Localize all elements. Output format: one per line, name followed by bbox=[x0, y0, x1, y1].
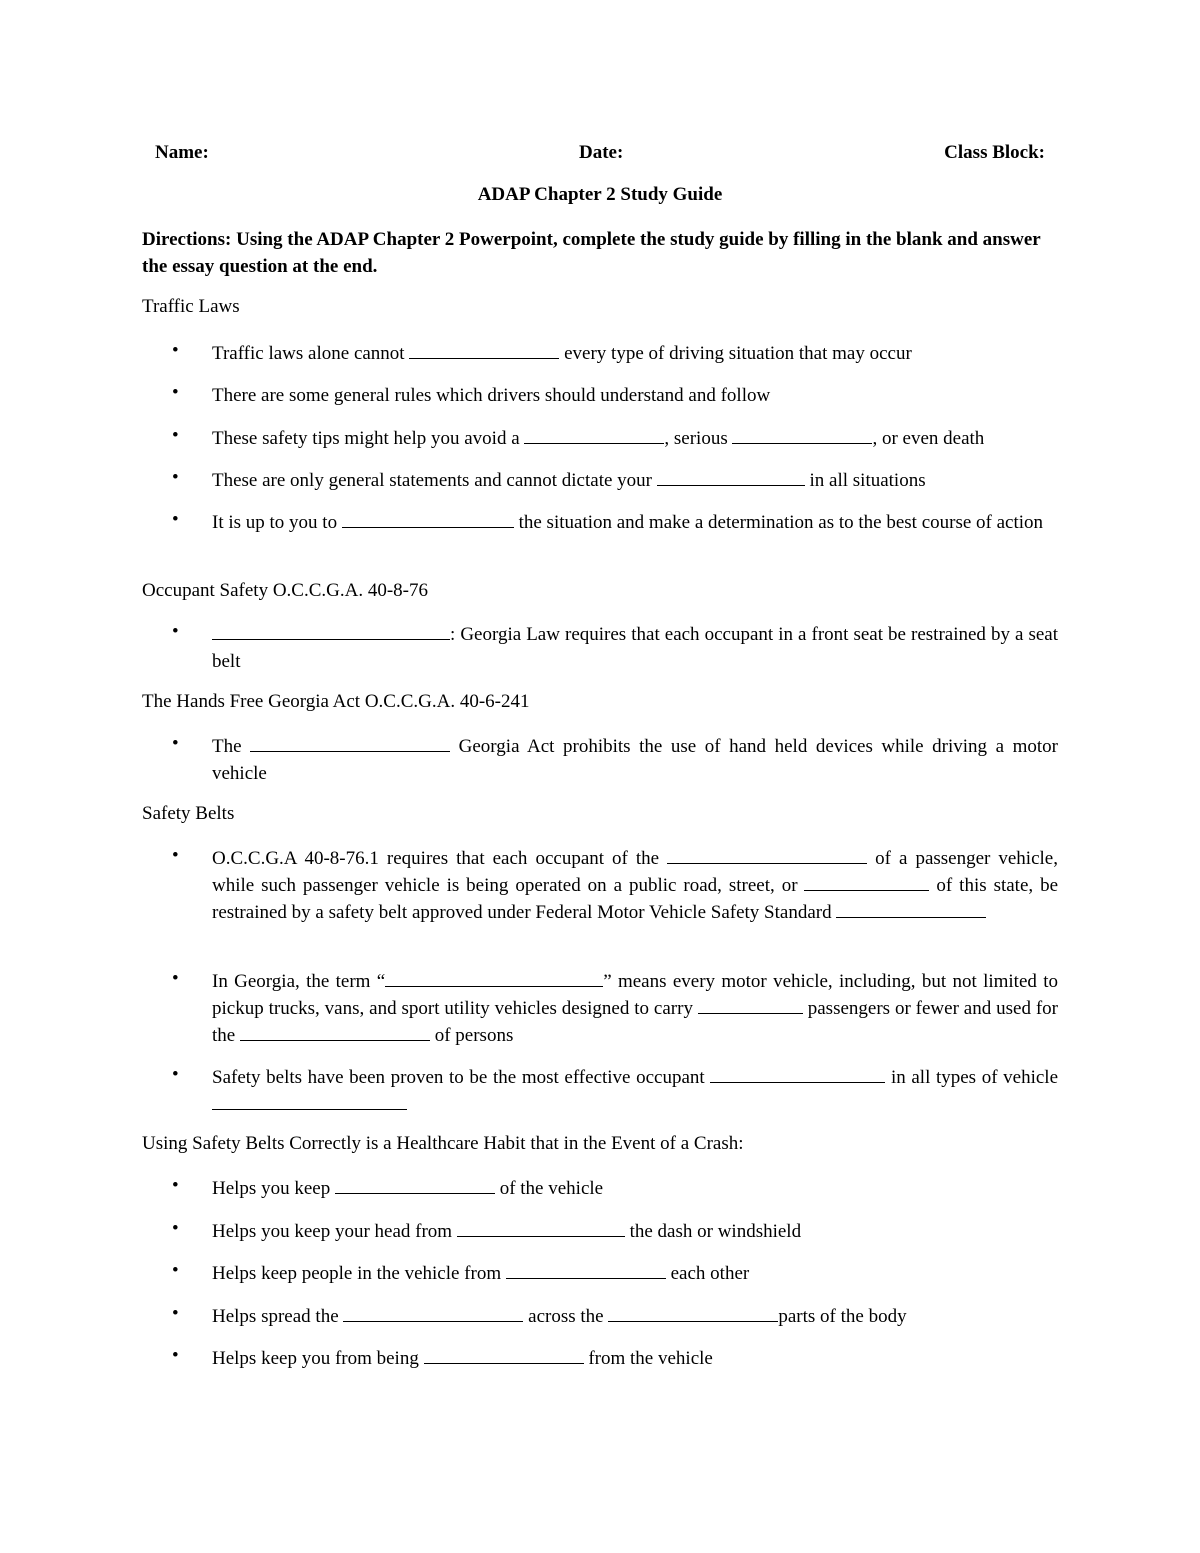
answer-blank[interactable] bbox=[667, 845, 867, 864]
item-text: : Georgia Law requires that each occupant in a front seat be restrained by a seat belt bbox=[212, 624, 1058, 672]
list-item bbox=[172, 1260, 1058, 1287]
bullet-glyph: • bbox=[172, 1303, 179, 1324]
list-item bbox=[172, 733, 1058, 787]
item-text: These safety tips might help you avoid a bbox=[212, 428, 525, 449]
list-item bbox=[172, 1175, 1058, 1202]
bullet-glyph: • bbox=[172, 382, 179, 403]
item-text: These are only general statements and cannot dictate your bbox=[212, 470, 657, 491]
answer-blank[interactable] bbox=[836, 899, 986, 918]
item-text: of the vehicle bbox=[494, 1178, 604, 1199]
list-item bbox=[172, 382, 1058, 409]
answer-blank[interactable] bbox=[608, 1303, 778, 1322]
answer-blank[interactable] bbox=[212, 621, 450, 640]
bullet-glyph: • bbox=[172, 509, 179, 530]
date-label: Date: bbox=[579, 142, 624, 163]
section-heading-traffic-laws: Traffic Laws bbox=[142, 296, 240, 317]
item-text: Traffic laws alone cannot bbox=[212, 343, 410, 364]
name-label: Name: bbox=[155, 142, 209, 163]
bullet-glyph: • bbox=[172, 968, 179, 989]
bullet-glyph: • bbox=[172, 467, 179, 488]
answer-blank[interactable] bbox=[342, 509, 514, 528]
item-text: Helps keep you from being bbox=[212, 1348, 424, 1369]
section-heading-using-safety-belts: Using Safety Belts Correctly is a Healthcare Habit that in the Event of a Crash: bbox=[142, 1133, 744, 1154]
list-item bbox=[172, 1218, 1058, 1245]
bullet-glyph: • bbox=[172, 425, 179, 446]
item-text: from the vehicle bbox=[583, 1348, 713, 1369]
answer-blank[interactable] bbox=[385, 968, 603, 987]
class-block-label: Class Block: bbox=[944, 142, 1045, 163]
list-item bbox=[172, 1345, 1058, 1372]
answer-blank[interactable] bbox=[212, 1091, 407, 1110]
item-text: across the bbox=[523, 1306, 609, 1327]
section-heading-hands-free: The Hands Free Georgia Act O.C.C.G.A. 40-6-241 bbox=[142, 691, 530, 712]
item-text: in all types of vehicle bbox=[885, 1067, 1058, 1088]
answer-blank[interactable] bbox=[250, 733, 450, 752]
list-item bbox=[172, 1064, 1058, 1118]
item-text: O.C.C.G.A 40-8-76.1 requires that each occupant of the bbox=[212, 848, 668, 869]
answer-blank[interactable] bbox=[657, 467, 805, 486]
list-item bbox=[172, 509, 1058, 536]
item-text: parts of the body bbox=[778, 1306, 907, 1327]
item-text: in all situations bbox=[804, 470, 926, 491]
list-item bbox=[172, 340, 1058, 367]
page-title: ADAP Chapter 2 Study Guide bbox=[477, 184, 723, 205]
item-text: ” means every motor vehicle, including, but not limited to pickup trucks, vans, and sport utility vehicles designed to carry bbox=[212, 971, 1058, 1019]
item-text: Helps you keep bbox=[212, 1178, 335, 1199]
answer-blank[interactable] bbox=[698, 995, 803, 1014]
item-text: of persons bbox=[429, 1025, 514, 1046]
item-text: In Georgia, the term “ bbox=[212, 971, 386, 992]
item-text: The bbox=[212, 736, 251, 757]
item-text: It is up to you to bbox=[212, 512, 342, 533]
bullet-glyph: • bbox=[172, 1175, 179, 1196]
item-text: , serious bbox=[664, 428, 733, 449]
bullet-glyph: • bbox=[172, 733, 179, 754]
item-text: , or even death bbox=[872, 428, 985, 449]
item-text: each other bbox=[665, 1263, 750, 1284]
answer-blank[interactable] bbox=[335, 1175, 495, 1194]
list-item bbox=[172, 467, 1058, 494]
answer-blank[interactable] bbox=[424, 1345, 584, 1364]
bullet-glyph: • bbox=[172, 1345, 179, 1366]
item-text: Helps you keep your head from bbox=[212, 1221, 457, 1242]
answer-blank[interactable] bbox=[343, 1303, 523, 1322]
answer-blank[interactable] bbox=[804, 872, 929, 891]
list-item bbox=[172, 968, 1058, 1049]
item-text: Georgia Act prohibits the use of hand held devices while driving a motor vehicle bbox=[212, 736, 1058, 784]
bullet-glyph: • bbox=[172, 1260, 179, 1281]
section-heading-safety-belts: Safety Belts bbox=[142, 803, 235, 824]
answer-blank[interactable] bbox=[240, 1022, 430, 1041]
item-text: of a passenger vehicle, while such passenger vehicle is being operated on a public road, street, or bbox=[212, 848, 1058, 896]
bullet-glyph: • bbox=[172, 845, 179, 866]
item-text: Helps spread the bbox=[212, 1306, 344, 1327]
answer-blank[interactable] bbox=[732, 425, 872, 444]
bullet-glyph: • bbox=[172, 1218, 179, 1239]
student-info-header bbox=[155, 142, 1045, 168]
answer-blank[interactable] bbox=[710, 1064, 885, 1083]
item-text: Helps keep people in the vehicle from bbox=[212, 1263, 506, 1284]
item-text: every type of driving situation that may occur bbox=[559, 343, 912, 364]
directions-text: Directions: Using the ADAP Chapter 2 Powerpoint, complete the study guide by filling in the blank and answer the essay question at the end. bbox=[142, 229, 1041, 277]
list-item bbox=[172, 425, 1058, 452]
item-text: the dash or windshield bbox=[624, 1221, 802, 1242]
answer-blank[interactable] bbox=[457, 1218, 625, 1237]
list-item bbox=[172, 845, 1058, 926]
item-text: Safety belts have been proven to be the most effective occupant bbox=[212, 1067, 711, 1088]
bullet-glyph: • bbox=[172, 340, 179, 361]
bullet-glyph: • bbox=[172, 1064, 179, 1085]
list-item bbox=[172, 621, 1058, 675]
answer-blank[interactable] bbox=[506, 1260, 666, 1279]
section-heading-occupant-safety: Occupant Safety O.C.C.G.A. 40-8-76 bbox=[142, 580, 429, 601]
list-item bbox=[172, 1303, 1058, 1330]
answer-blank[interactable] bbox=[409, 340, 559, 359]
item-text: the situation and make a determination as to the best course of action bbox=[513, 512, 1044, 533]
item-text: There are some general rules which drivers should understand and follow bbox=[212, 385, 771, 406]
item-text: of this state, be restrained by a safety belt approved under Federal Motor Vehicle Safety Standard bbox=[212, 875, 1059, 923]
bullet-glyph: • bbox=[172, 621, 179, 642]
item-text: passengers or fewer and used for the bbox=[212, 998, 1059, 1046]
answer-blank[interactable] bbox=[524, 425, 664, 444]
